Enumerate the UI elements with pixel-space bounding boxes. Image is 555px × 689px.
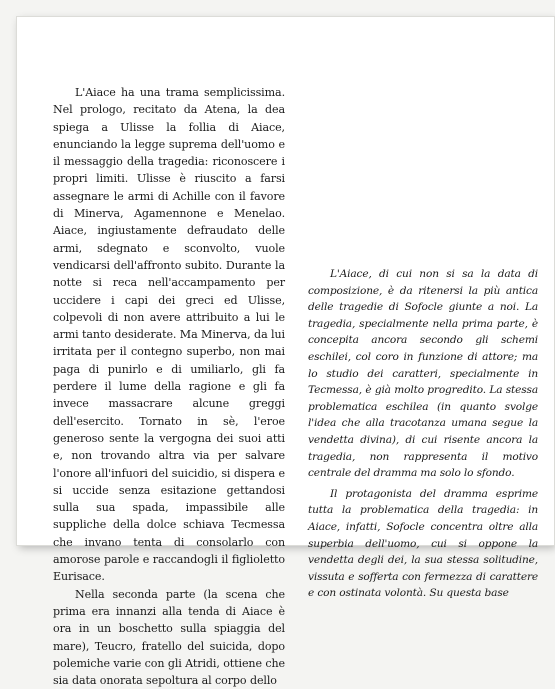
commentary-column	[308, 266, 538, 602]
paragraph-plot-summary: L'Aiace ha una trama semplicissima. Nel prologo, recitato da Atena, la dea spiega a Ulisse la follia di Aiace, enunciando la legge suprema dell'uomo e il messaggio della tragedia: riconoscere i propri limiti. Ulisse è riuscito a farsi assegnare le armi di Achille con il favore di Minerva, Agamennone e Menelao. Aiace, ingiustamente defraudato delle armi, sdegnato e sconvolto, vuole vendicarsi dell'affronto subito. Durante la notte si reca nell'accampamento per uccidere i capi dei greci ed Ulisse, colpevoli di non avere attribuito a lui le armi tanto desiderate. Ma Minerva, da lui irritata per il contegno superbo, non mai paga di punirlo e di umiliarlo, gli fa perdere il lume della ragione e gli fa invece massacrare alcune greggi dell'esercito. Tornato in sè, l'eroe generoso sente la vergogna dei suoi atti e, non trovando altra via per salvare l'onore all'infuori del suicidio, si dispera e si uccide senza esitazione gettandosi sulla sua spada, impassibile alle suppliche della dolce schiava Tecmessa che invano tenta di consolarlo con amorose parole e raccandogli il figlioletto Eurisace.	[53, 86, 285, 584]
paragraph-composition-date: L'Aiace, di cui non si sa la data di composizione, è da ritenersi la più antica delle tragedie di Sofocle giunte a noi. La tragedia, specialmente nella prima parte, è concepita ancora secondo gli schemi eschilei, col coro in funzione di attore; ma lo studio dei caratteri, specialmente in Tecmessa, è già molto progredito. La stessa problematica eschilea (in quanto svolge l'idea che alla tracotanza umana segue la vendetta divina), di cui risente ancora la tragedia, non rappresenta il motivo centrale del dramma ma solo lo sfondo.	[308, 268, 538, 480]
paragraph-protagonist: Il protagonista del dramma esprime tutta la problematica della tragedia: in Aiace, infatti, Sofocle concentra oltre alla superbia dell'uomo, cui si oppone la vendetta degli dei, la sua stessa solitudine, vissuta e sofferta con fermezza di carattere e con ostinata volontà. Su questa base	[308, 487, 538, 600]
book-page	[17, 17, 554, 688]
paragraph-second-part: Nella seconda parte (la scena che prima era innanzi alla tenda di Aiace è ora in un boschetto sulla spiaggia del mare), Teucro, fratello del suicida, dopo polemiche varie con gli Atridi, ottiene che sia data onorata sepoltura al corpo dello	[53, 587, 285, 688]
main-text-column	[53, 84, 285, 689]
